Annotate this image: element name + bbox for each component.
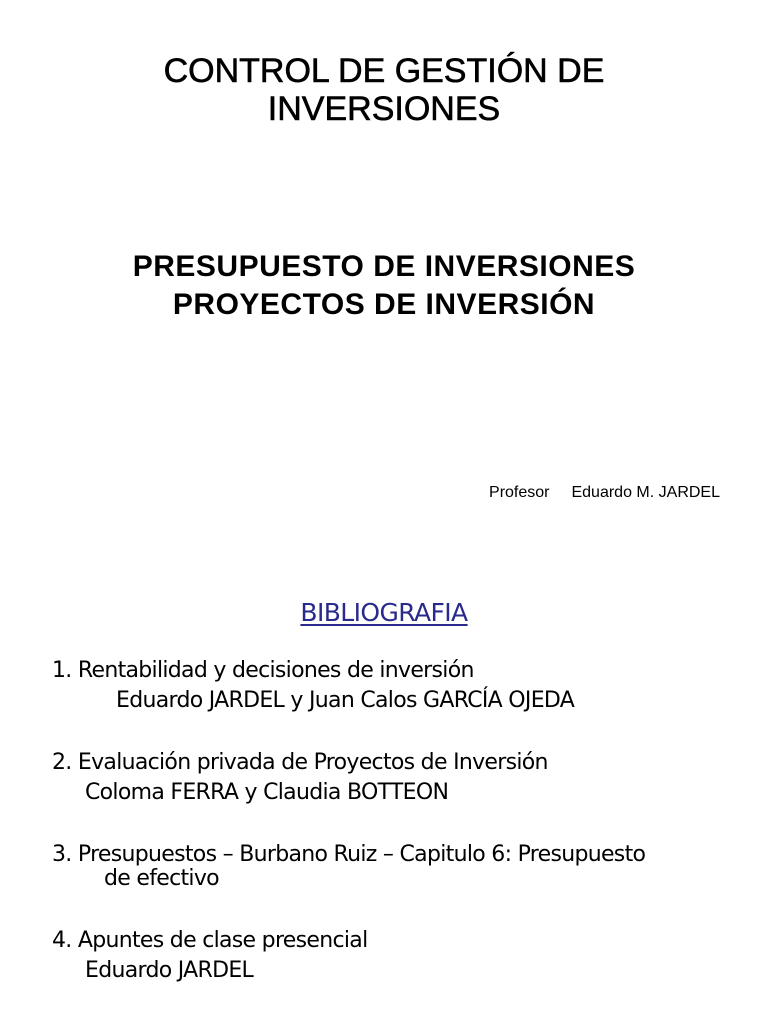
bibliography-heading: BIBLIOGRAFIA bbox=[300, 598, 468, 627]
document-subtitle bbox=[0, 248, 768, 324]
bibliography-entry-authors: Coloma FERRA y Claudia BOTTEON bbox=[85, 780, 449, 805]
document-title-line-2: INVERSIONES bbox=[267, 90, 501, 128]
bibliography-entry-title bbox=[52, 926, 742, 956]
list-item bbox=[52, 656, 742, 716]
professor-label: Profesor bbox=[489, 484, 550, 501]
list-item bbox=[52, 748, 742, 808]
bibliography-list bbox=[52, 656, 742, 986]
bibliography-entry-title-text: Apuntes de clase presencial bbox=[77, 928, 368, 953]
document-subtitle-line-2: PROYECTOS DE INVERSIÓN bbox=[172, 288, 596, 321]
bibliography-entry-number: 3. bbox=[52, 842, 72, 867]
professor-name: Eduardo M. JARDEL bbox=[571, 484, 720, 501]
bibliography-entry-title bbox=[52, 656, 742, 686]
document-title-line-1: CONTROL DE GESTIÓN DE bbox=[163, 52, 605, 90]
bibliography-entry-title-text: Presupuestos – Burbano Ruiz – Capitulo 6: Presupuesto bbox=[77, 842, 646, 867]
document-title bbox=[0, 52, 768, 128]
bibliography-entry-title-text: Rentabilidad y decisiones de inversión bbox=[77, 658, 474, 683]
bibliography-entry-number: 2. bbox=[52, 750, 72, 775]
list-item bbox=[52, 926, 742, 986]
list-item bbox=[52, 840, 742, 894]
bibliography-entry-number: 1. bbox=[52, 658, 72, 683]
bibliography-entry-title-text: Evaluación privada de Proyectos de Inversión bbox=[77, 750, 548, 775]
bibliography-entry-authors: de efectivo bbox=[104, 866, 219, 891]
professor-credit bbox=[489, 484, 720, 502]
bibliography-entry-number: 4. bbox=[52, 928, 72, 953]
bibliography-slide bbox=[0, 580, 768, 1024]
bibliography-entry-authors: Eduardo JARDEL bbox=[85, 958, 254, 983]
bibliography-entry-title bbox=[52, 748, 742, 778]
document-subtitle-line-1: PRESUPUESTO DE INVERSIONES bbox=[132, 250, 636, 283]
bibliography-entry-authors: Eduardo JARDEL y Juan Calos GARCÍA OJEDA bbox=[116, 688, 575, 713]
